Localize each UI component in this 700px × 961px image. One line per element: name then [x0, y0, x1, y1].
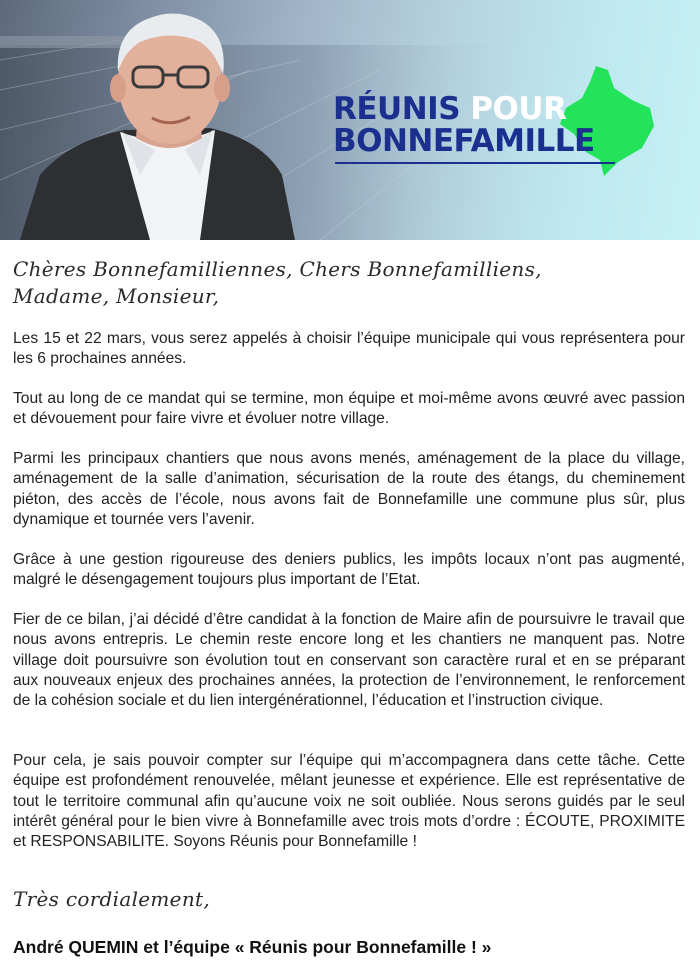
signature: André QUEMIN et l’équipe « Réunis pour Bonnefamille ! » — [13, 937, 492, 957]
paragraph-6: Pour cela, je sais pouvoir compter sur l’équipe qui m’accompagnera dans cette tâche. Cette équipe est profondément renouvelée, mêlant jeunesse et expérience. Elle est représentative de tout le territoire communal afin qu’aucune voix ne soit oubliée. Nous serons guidés par le seul intérêt général pour le bien vivre à Bonnefamille avec trois mots d’ordre : ÉCOUTE, PROXIMITE et RESPONSABILITE. Soyons Réunis pour Bonnefamille ! — [13, 752, 685, 851]
paragraph-4: Grâce à une gestion rigoureuse des deniers publics, les impôts locaux n’ont pas augmenté, malgré le désengagement toujours plus important de l’Etat. — [13, 551, 685, 589]
logo-word-bonnefamille: BONNEFAMILLE — [333, 123, 595, 159]
closing-line: Très cordialement, — [13, 887, 210, 911]
campaign-logo — [333, 92, 633, 172]
candidate-portrait — [0, 0, 300, 240]
header-banner — [0, 0, 700, 240]
greeting-line1: Chères Bonnefamilliennes, Chers Bonnefamilliens, — [13, 257, 542, 281]
paragraph-1: Les 15 et 22 mars, vous serez appelés à choisir l’équipe municipale qui vous représentera pour les 6 prochaines années. — [13, 330, 685, 368]
logo-word-reunis: RÉUNIS — [333, 91, 461, 127]
greeting-line2: Madame, Monsieur, — [13, 284, 220, 308]
logo-underline — [335, 162, 615, 164]
logo-word-pour: POUR — [470, 91, 567, 127]
paragraph-3: Parmi les principaux chantiers que nous avons menés, aménagement de la place du village, aménagement de la salle d’animation, sécurisation de la route des étangs, du cheminement piéton, des accès de l’école, nous avons fait de Bonnefamille une commune plus sûr, plus dynamique et tournée vers l’avenir. — [13, 450, 685, 528]
logo-line1 — [333, 92, 566, 126]
paragraph-5: Fier de ce bilan, j’ai décidé d’être candidat à la fonction de Maire afin de poursuivre le travail que nous avons entrepris. Le chemin reste encore long et les chantiers ne manquent pas. Notre village doit poursuivre son évolution tout en conservant son caractère rural et en se préparant aux nouveaux enjeux des prochaines années, la protection de l’environnement, le renforcement de la cohésion sociale et du lien intergénérationnel, l’éducation et l’instruction civique. — [13, 611, 685, 710]
paragraph-2: Tout au long de ce mandat qui se termine, mon équipe et moi-même avons œuvré avec passion et dévouement pour faire vivre et évoluer notre village. — [13, 390, 685, 428]
